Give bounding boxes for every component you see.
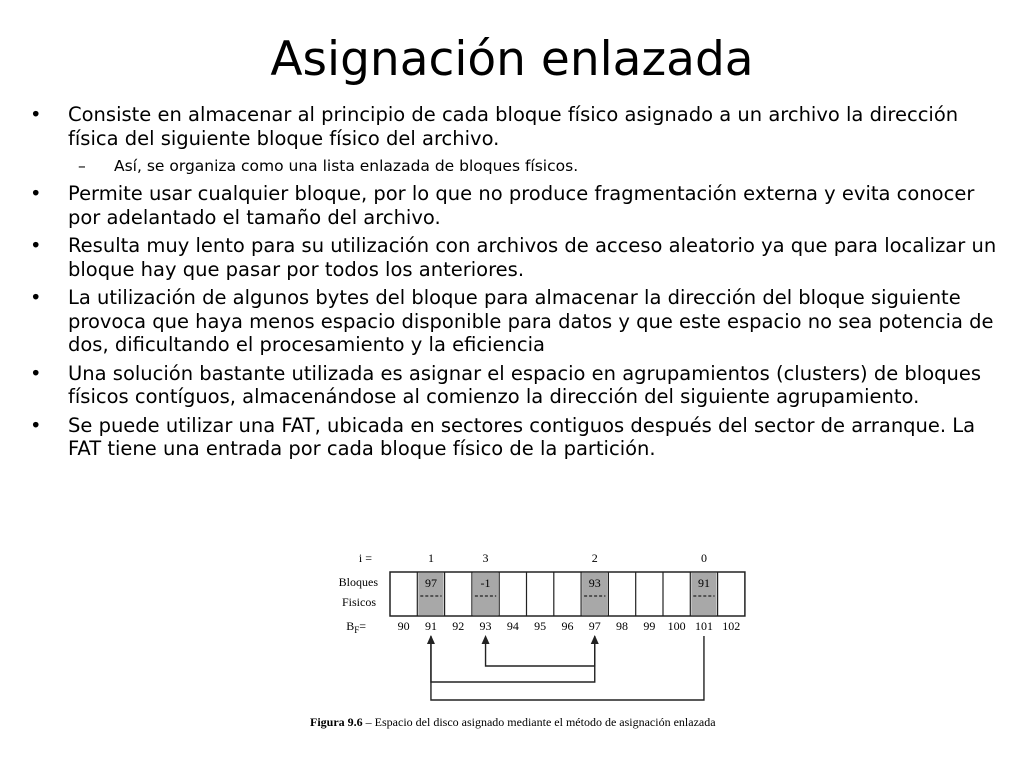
link-line	[431, 636, 704, 700]
bullet-text: Consiste en almacenar al principio de cada bloque físico asignado a un archivo la dirección física del siguiente bloque físico del archivo.	[68, 103, 959, 150]
bullet-item	[30, 414, 1005, 461]
block-number: 90	[397, 619, 410, 633]
block-number: 92	[452, 619, 465, 633]
bullet-item	[30, 362, 1005, 409]
order-index: 2	[591, 551, 598, 565]
bullet-item	[30, 182, 1005, 229]
block-number: 91	[424, 619, 437, 633]
order-index: 1	[427, 551, 434, 565]
block-number: 94	[506, 619, 519, 633]
link-line	[486, 636, 595, 666]
sub-bullet-text: Así, se organiza como una lista enlazada de bloques físicos.	[114, 157, 579, 175]
bullet-mark: •	[30, 361, 42, 385]
bullet-text: Resulta muy lento para su utilización con archivos de acceso aleatorio ya que para localizar un bloque hay que pasar por todos los anteriores.	[68, 234, 997, 281]
figure-caption: Figura 9.6 – Espacio del disco asignado mediante el método de asignación enlazada	[310, 715, 716, 729]
bullet-mark: •	[30, 103, 42, 126]
bullet-text: Permite usar cualquier bloque, por lo que no produce fragmentación externa y evita conocer por adelantado el tamaño del archivo.	[68, 182, 975, 229]
slide-title: Asignación enlazada	[270, 32, 754, 87]
block-number: 97	[588, 619, 601, 633]
pointer-value: -1	[480, 576, 491, 590]
bullet-mark: •	[30, 234, 42, 257]
order-index: 3	[482, 551, 489, 565]
sub-bullet-mark: –	[78, 157, 86, 175]
block-number: 95	[534, 619, 547, 633]
link-arrowhead	[482, 635, 490, 644]
block-number: 102	[722, 619, 741, 633]
block-number: 93	[479, 619, 492, 633]
block-number: 99	[643, 619, 656, 633]
linked-allocation-figure	[310, 540, 800, 740]
bullet-mark: •	[30, 182, 42, 205]
link-line	[431, 636, 595, 682]
bullet-text: La utilización de algunos bytes del bloque para almacenar la dirección del bloque siguiente provoca que haya menos espacio disponible para datos y que este espacio no sea potencia de dos, dificultando el procesamiento y la eficiencia	[68, 286, 994, 356]
bf-label: $B_F=$	[346, 619, 366, 635]
bullet-item	[30, 286, 1005, 357]
sub-bullet-item	[30, 155, 1005, 177]
pointer-value: 93	[588, 576, 601, 590]
order-index: 0	[700, 551, 707, 565]
bullet-item	[30, 103, 1005, 150]
pointer-value: 91	[697, 576, 710, 590]
bullet-list	[30, 103, 1005, 466]
bullet-mark: •	[30, 413, 42, 437]
i-label: i =	[358, 551, 372, 565]
disk-blocks-diagram	[310, 540, 800, 740]
block-number: 101	[694, 619, 713, 633]
row-label-line1: Bloques	[338, 575, 378, 589]
link-arrowhead	[591, 635, 599, 644]
pointer-value: 97	[424, 576, 437, 590]
block-number: 96	[561, 619, 574, 633]
bullet-text: Una solución bastante utilizada es asignar el espacio en agrupamientos (clusters) de bloques físicos contíguos, almacenándose al comienzo la dirección del siguiente agrupamiento.	[68, 361, 982, 408]
link-arrowhead	[427, 635, 435, 644]
block-number: 98	[616, 619, 629, 633]
block-number: 100	[667, 619, 686, 633]
bullet-item	[30, 234, 1005, 281]
row-label-line2: Fisicos	[341, 595, 376, 609]
bullet-mark: •	[30, 286, 42, 309]
bullet-text: Se puede utilizar una FAT, ubicada en sectores contiguos después del sector de arranque. La FAT tiene una entrada por cada bloque físico de la partición.	[68, 413, 976, 460]
